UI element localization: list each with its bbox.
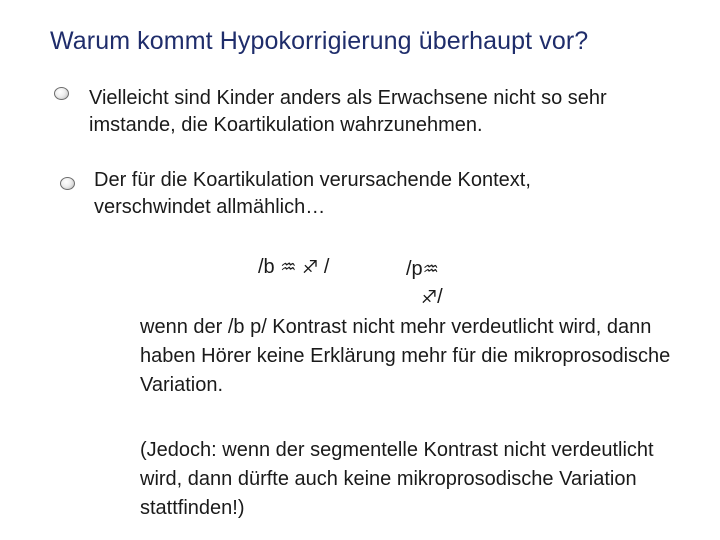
explanation-text: wenn der /b p/ Kontrast nicht mehr verdeutlicht wird, dann haben Hörer keine Erklärung mehr für die mikroprosodische Variation.: [140, 316, 671, 396]
phonetic-symbol: ♒: [422, 259, 439, 280]
phonetic-symbols: ♒ ♐: [280, 257, 319, 278]
phonetic-left-open: /b: [258, 256, 275, 278]
bullet-icon: [54, 87, 69, 100]
phonetic-right-close: /: [437, 286, 443, 308]
phonetic-left: [258, 256, 329, 279]
bullet-icon: [60, 177, 75, 190]
phonetic-left-close: /: [323, 256, 330, 278]
phonetic-symbol: ♐: [421, 287, 438, 308]
phonetic-right-top: [406, 258, 439, 281]
phonetic-right-bottom: [421, 286, 443, 309]
phonetic-right-open: /p: [406, 258, 423, 280]
bullet-text-2: Der für die Koartikulation verursachende Kontext, verschwindet allmählich…: [94, 169, 531, 218]
slide-title: Warum kommt Hypokorrigierung überhaupt vor?: [50, 27, 589, 55]
bullet-text-1: Vielleicht sind Kinder anders als Erwachsene nicht so sehr imstande, die Koartikulation wahrzunehmen.: [89, 87, 607, 136]
note-text: (Jedoch: wenn der segmentelle Kontrast nicht verdeutlicht wird, dann dürfte auch keine mikroprosodische Variation stattfinden!): [140, 439, 654, 519]
